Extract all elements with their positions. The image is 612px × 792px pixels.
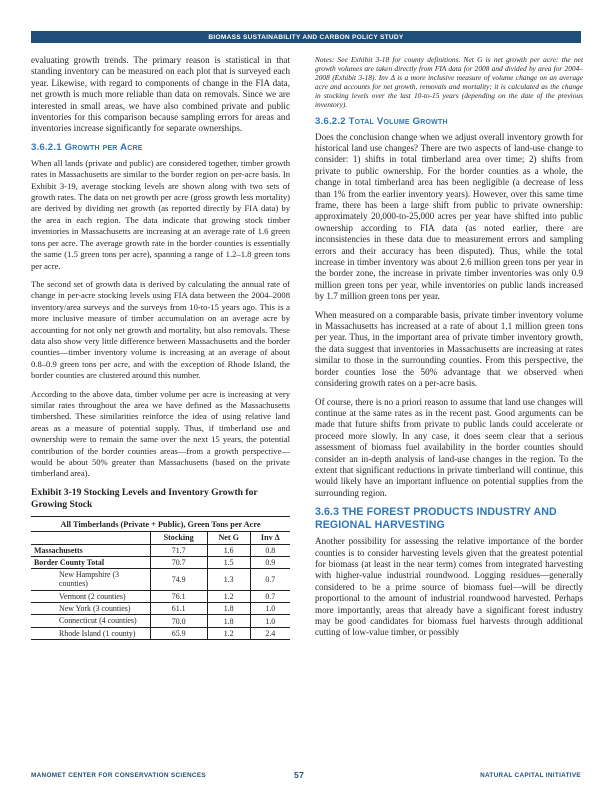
cell-inv-change: 1.0: [250, 615, 290, 627]
cell-inv-change: 0.8: [250, 544, 290, 556]
cell-stocking: 70.0: [150, 615, 207, 627]
running-header: BIOMASS SUSTAINABILITY AND CARBON POLICY STUDY: [31, 31, 581, 43]
table-body: [31, 544, 290, 639]
table-row: [31, 544, 290, 556]
cell-net-growth: 1.8: [207, 615, 250, 627]
cell-net-growth: 1.2: [207, 627, 250, 639]
paragraph-total-1: Does the conclusion change when we adjust overall inventory growth for historical land use changes? There are two aspects of land-use change to consider: 1) shifts in total timberland area over time; 2) shifts from private to public ownership. For the border counties as a whole, the change in total timberland area has been negligible (a decrease of less than 1% from the earlier inventory years). However, over this same time frame, there has been a large shift from public to private ownership: approximately 20,000-to-25,000 acres per year have shifted into public ownership according to FIA data (as noted earlier, there are inconsistencies in these data due to measurement errors and sampling errors and their accuracy has been disputed). Thus, while the total increase in timber inventory was about 2.6 million green tons per year in the border zone, the increase in private timber inventories was only 0.9 million green tons per year, while inventories on public lands increased by 1.7 million green tons per year.: [315, 131, 583, 302]
page-footer: [31, 770, 581, 782]
footer-initiative: NATURAL CAPITAL INITIATIVE: [480, 772, 581, 779]
heading-growth-per-acre: 3.6.2.1 Growth per Acre: [31, 141, 143, 153]
table-row: [31, 556, 290, 568]
row-label: New York (3 counties): [31, 603, 150, 615]
cell-inv-change: 0.7: [250, 590, 290, 602]
page-number: 57: [294, 770, 305, 780]
cell-inv-change: 0.9: [250, 556, 290, 568]
table-header-stocking: Stocking: [150, 531, 207, 544]
cell-stocking: 74.9: [150, 568, 207, 590]
row-label: Border County Total: [31, 556, 150, 568]
table-row: [31, 603, 290, 615]
paragraph-total-3: Of course, there is no a priori reason to assume that land use changes will continue at the same rates as in the recent past. Good arguments can be made that future shifts from private to public lands could accelerate or proceed more slowly. In any case, it does seem clear that a serious assessment of biomass fuel availability in the border counties should consider an in-depth analysis of land-use changes in the region. To the extent that significant reductions in private timberland will continue, this would likely have an important influence on potential supplies from the surrounding region.: [315, 396, 583, 498]
cell-stocking: 65.9: [150, 627, 207, 639]
paragraph-forest-1: Another possibility for assessing the relative importance of the border counties is to consider harvesting levels given that the greatest potential for biomass (at least in the near term) comes from integrated harvesting with higher-value industrial roundwood. Logging residues—generally considered to be a prime source of biomass fuel—will be directly proportional to the amount of industrial roundwood harvested. Perhaps more importantly, areas that already have a significant forest industry may be good candidates for biomass fuel harvests through additional cutting of low-value timber, or possibly: [315, 536, 583, 638]
cell-inv-change: 0.7: [250, 568, 290, 590]
row-label: New Hampshire (3 counties): [31, 568, 150, 590]
cell-net-growth: 1.2: [207, 590, 250, 602]
table-row: [31, 590, 290, 602]
cell-stocking: 76.1: [150, 590, 207, 602]
cell-inv-change: 2.4: [250, 627, 290, 639]
table-notes: Notes: See Exhibit 3-18 for county definitions. Net G is net growth per acre: the net growth volumes are taken directly from FIA data for 2008 and divided by area for 2004–2008 (Exhibit 3-18). Inv Δ is a more inclusive measure of volume change on an average acre and accounts for net growth, removals and mortality; it is calculated as the change in stocking levels over the last 10-to-15 years (depending on the date of the previous inventory).: [315, 55, 583, 110]
cell-net-growth: 1.8: [207, 603, 250, 615]
paragraph-growth-3: According to the above data, timber volume per acre is increasing at very similar rates throughout the area we have defined as the Massachusetts timbershed. These similarities reinforce the idea of using relative land areas as a measure of potential supply. Thus, if timberland use and ownership were to remain the same over the next 15 years, the potential contribution of the border counties areas—from a growth perspective—would be about 50% greater than Massachusetts (based on the private timberland area).: [31, 388, 290, 479]
left-column: [31, 55, 290, 640]
cell-net-growth: 1.3: [207, 568, 250, 590]
heading-total-volume-growth: 3.6.2.2 Total Volume Growth: [315, 115, 448, 127]
table-header-net-growth: Net G: [207, 531, 250, 544]
row-label: Massachusetts: [31, 544, 150, 556]
cell-net-growth: 1.5: [207, 556, 250, 568]
cell-inv-change: 1.0: [250, 603, 290, 615]
exhibit-title: Exhibit 3-19 Stocking Levels and Inventory Growth for Growing Stock: [31, 486, 258, 510]
table-header-label: [31, 531, 150, 544]
cell-stocking: 70.7: [150, 556, 207, 568]
table-row: [31, 627, 290, 639]
cell-net-growth: 1.6: [207, 544, 250, 556]
paragraph-growth-1: When all lands (private and public) are considered together, timber growth rates in Massachusetts are similar to the border region on per-acre basis. In Exhibit 3-19, average stocking levels are shown along with two sets of growth rates. The data on net growth per acre (gross growth less mortality) are derived by dividing net growth (as reported directly by FIA data) by the area in each region. The data indicate that growing stock timber inventories in Massachusetts are increasing at an average rate of 1.6 green tons per acre. The average growth rate in the border counties is essentially the same (1.5 green tons per acre), spanning a range of 1.2–1.8 green tons per acre.: [31, 157, 290, 271]
heading-forest-products: 3.6.3 THE FOREST PRODUCTS INDUSTRY AND REGIONAL HARVESTING: [315, 506, 557, 532]
row-label: Vermont (2 counties): [31, 590, 150, 602]
row-label: Connecticut (4 counties): [31, 615, 150, 627]
paragraph-growth-2: The second set of growth data is derived by calculating the annual rate of change in per-acre stocking levels using FIA data between the 2004–2008 inventory/area surveys and the surveys from 10-to-15 years ago. This is a more inclusive measure of timber accumulation on an average acre by accounting for not only net growth and mortality, but also removals. These data also show very little difference between Massachusetts and the border counties—timber inventory volume is increasing at an average of about 0.8–0.9 green tons per acre, and with the exception of Rhode Island, the border counties are clustered around this number.: [31, 278, 290, 381]
stocking-table: [31, 516, 290, 640]
table-banner: All Timberlands (Private + Public), Green Tons per Acre: [31, 516, 290, 531]
cell-stocking: 71.7: [150, 544, 207, 556]
cell-stocking: 61.1: [150, 603, 207, 615]
footer-organization: MANOMET CENTER FOR CONSERVATION SCIENCES: [31, 772, 206, 779]
right-column: [315, 55, 583, 646]
table-header-inv-change: Inv Δ: [250, 531, 290, 544]
table-row: [31, 615, 290, 627]
paragraph-intro: evaluating growth trends. The primary reason is statistical in that standing inventory can be measured on each plot that is surveyed each year. Likewise, with regard to components of change in the FIA data, net growth is much more reliable than data on removals. Since we are interested in small areas, we have also combined private and public inventories for this comparison because sampling errors for areas and inventories increase significantly for separate ownerships.: [31, 55, 290, 134]
paragraph-total-2: When measured on a comparable basis, private timber inventory volume in Massachusetts has increased at a rate of about 1.1 million green tons per year. Thus, in the important area of private timber inventory growth, the data suggest that inventories in Massachusetts are increasing at rates similar to those in the surrounding counties. From this perspective, the border counties lose the 50% advantage that we observed when considering growth rates on a per-acre basis.: [315, 309, 583, 389]
table-row: [31, 568, 290, 590]
row-label: Rhode Island (1 county): [31, 627, 150, 639]
